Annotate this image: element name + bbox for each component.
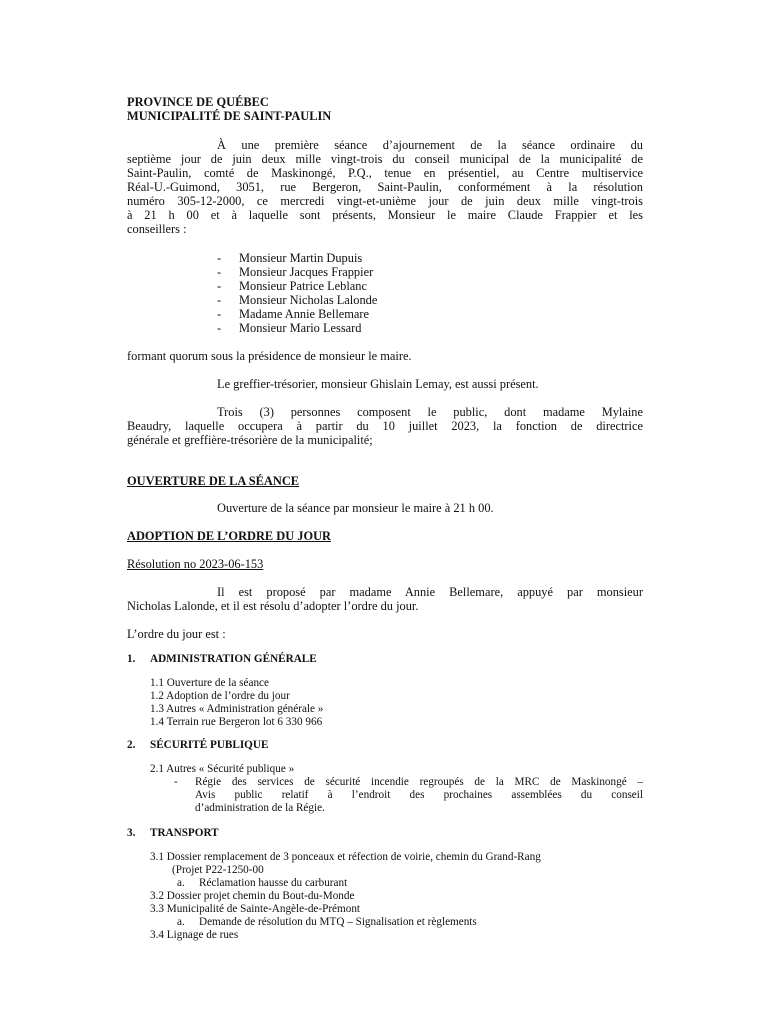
opening-heading: OUVERTURE DE LA SÉANCE — [127, 474, 300, 488]
councillor-name: Monsieur Patrice Leblanc — [239, 279, 367, 293]
agenda-intro: L’ordre du jour est : — [127, 627, 226, 641]
agenda-item: 3.4 Lignage de rues — [150, 929, 239, 941]
list-bullet: - — [217, 321, 222, 335]
list-bullet: - — [217, 265, 222, 279]
clerk-text: Le greffier-trésorier, monsieur Ghislain Lemay, est aussi présent. — [217, 377, 539, 391]
sub-item-dash: - — [174, 776, 178, 788]
quorum-text: formant quorum sous la présidence de monsieur le maire. — [127, 349, 412, 363]
opening-text: Ouverture de la séance par monsieur le maire à 21 h 00. — [217, 501, 494, 515]
section-number: 1. — [127, 653, 136, 665]
intro-line: Saint-Paulin, comté de Maskinongé, P.Q., tenue en présentiel, au Centre multiservice — [127, 166, 643, 180]
agenda-item: 3.1 Dossier remplacement de 3 ponceaux et réfection de voirie, chemin du Grand-Rang — [150, 851, 541, 863]
intro-line: Réal-U.-Guimond, 3051, rue Bergeron, Saint-Paulin, conformément à la résolution — [127, 180, 643, 194]
agenda-item: 3.2 Dossier projet chemin du Bout-du-Monde — [150, 890, 355, 902]
resolution-number: Résolution no 2023-06-153 — [127, 557, 264, 571]
section-title: TRANSPORT — [150, 827, 219, 839]
list-bullet: - — [217, 251, 222, 265]
sub-item: Demande de résolution du MTQ – Signalisation et règlements — [199, 916, 477, 928]
list-bullet: - — [217, 307, 222, 321]
agenda-item: 1.4 Terrain rue Bergeron lot 6 330 966 — [150, 716, 323, 728]
agenda-item: 1.2 Adoption de l’ordre du jour — [150, 690, 290, 702]
councillor-name: Monsieur Mario Lessard — [239, 321, 362, 335]
sub-item-letter: a. — [177, 916, 185, 928]
agenda-adoption-heading: ADOPTION DE L’ORDRE DU JOUR — [127, 529, 332, 543]
list-bullet: - — [217, 293, 222, 307]
intro-line: numéro 305-12-2000, ce mercredi vingt-et-unième jour de juin deux mille vingt-trois — [127, 194, 643, 208]
councillor-name: Monsieur Nicholas Lalonde — [239, 293, 378, 307]
agenda-item: 1.1 Ouverture de la séance — [150, 677, 269, 689]
province-heading: PROVINCE DE QUÉBEC — [127, 95, 269, 109]
intro-line: À une première séance d’ajournement de la séance ordinaire du — [217, 138, 643, 152]
section-title: SÉCURITÉ PUBLIQUE — [150, 739, 269, 751]
sub-item: Réclamation hausse du carburant — [199, 877, 348, 889]
sub-item-letter: a. — [177, 877, 185, 889]
councillor-name: Monsieur Jacques Frappier — [239, 265, 374, 279]
public-line: générale et greffière-trésorière de la municipalité; — [127, 433, 373, 447]
sub-item-line: Avis public relatif à l’endroit des prochaines assemblées du conseil — [195, 789, 643, 801]
agenda-item-continuation: (Projet P22-1250-00 — [172, 864, 264, 876]
section-title: ADMINISTRATION GÉNÉRALE — [150, 653, 317, 665]
section-number: 2. — [127, 739, 136, 751]
public-line: Trois (3) personnes composent le public, dont madame Mylaine — [217, 405, 643, 419]
sub-item-line: d’administration de la Régie. — [195, 802, 325, 814]
list-bullet: - — [217, 279, 222, 293]
councillor-name: Madame Annie Bellemare — [239, 307, 370, 321]
resolution-line: Il est proposé par madame Annie Bellemare, appuyé par monsieur — [217, 585, 643, 599]
section-number: 3. — [127, 827, 136, 839]
sub-item-line: Régie des services de sécurité incendie regroupés de la MRC de Maskinongé – — [195, 776, 643, 788]
public-line: Beaudry, laquelle occupera à partir du 10 juillet 2023, la fonction de directrice — [127, 419, 643, 433]
councillor-name: Monsieur Martin Dupuis — [239, 251, 363, 265]
agenda-item: 3.3 Municipalité de Sainte-Angèle-de-Prémont — [150, 903, 361, 915]
intro-line: à 21 h 00 et à laquelle sont présents, Monsieur le maire Claude Frappier et les — [127, 208, 643, 222]
agenda-item: 1.3 Autres « Administration générale » — [150, 703, 324, 715]
agenda-item: 2.1 Autres « Sécurité publique » — [150, 763, 295, 775]
resolution-line: Nicholas Lalonde, et il est résolu d’adopter l’ordre du jour. — [127, 599, 419, 613]
intro-line: septième jour de juin deux mille vingt-trois du conseil municipal de la municipalité de — [127, 152, 643, 166]
municipality-heading: MUNICIPALITÉ DE SAINT-PAULIN — [127, 109, 332, 123]
intro-line: conseillers : — [127, 222, 187, 236]
